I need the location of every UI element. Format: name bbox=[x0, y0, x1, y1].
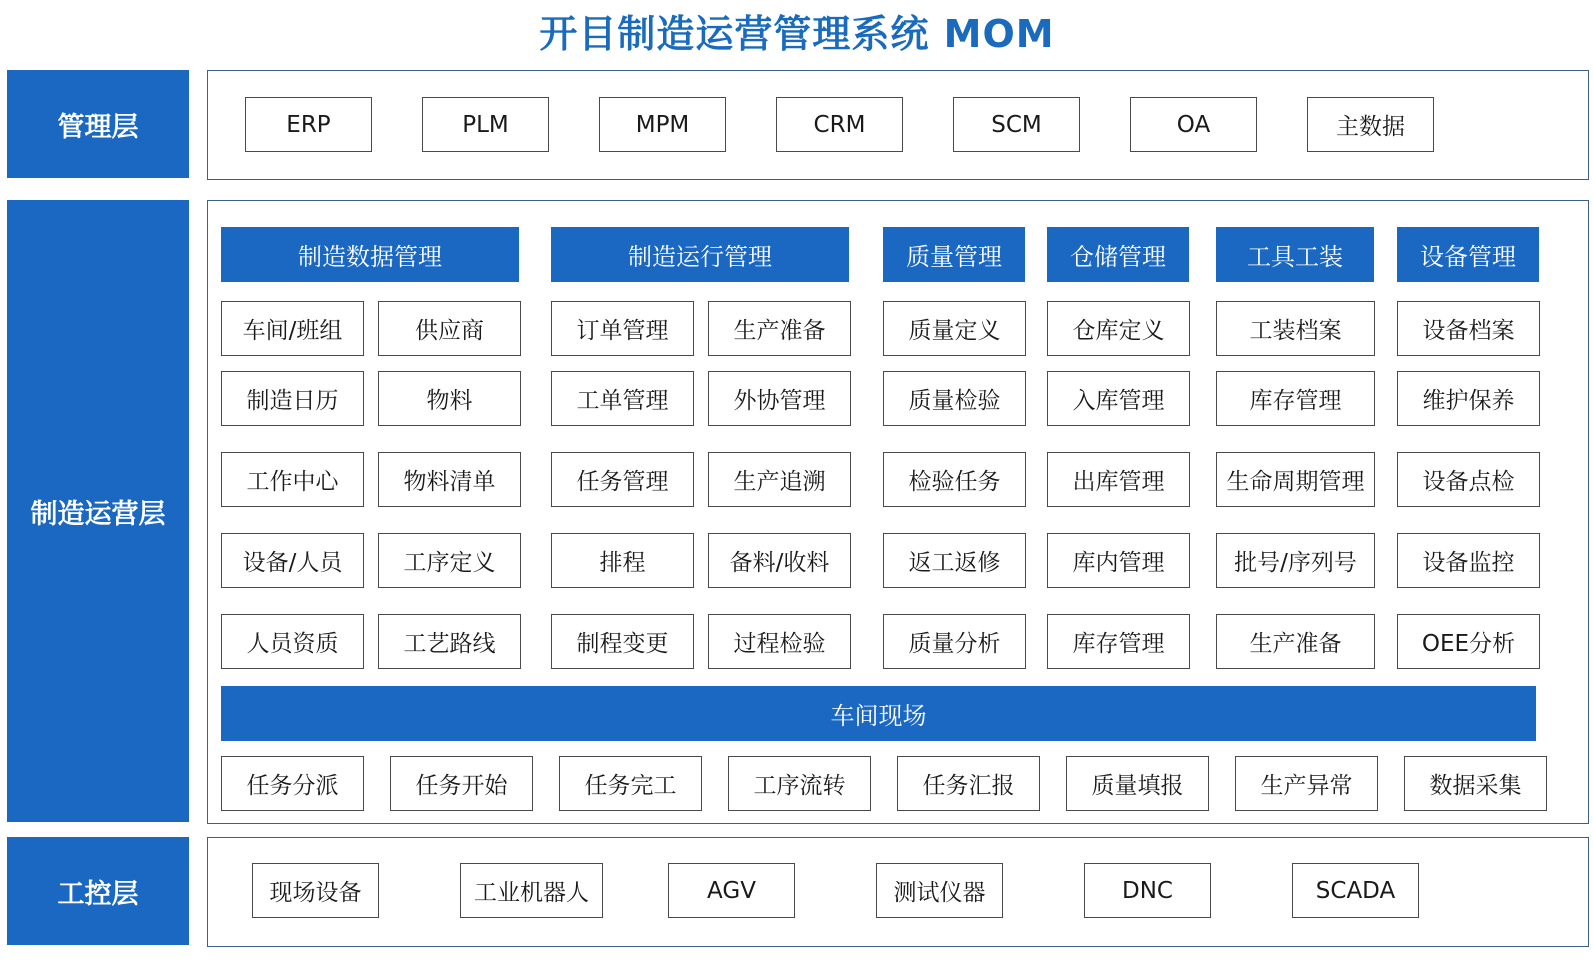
module-item: 生产准备 bbox=[708, 301, 851, 356]
shopfloor-item: 任务开始 bbox=[390, 756, 533, 811]
management-item: SCM bbox=[953, 97, 1080, 152]
module-item: 返工返修 bbox=[883, 533, 1026, 588]
module-item: 出库管理 bbox=[1047, 452, 1190, 507]
group-header: 仓储管理 bbox=[1047, 227, 1189, 282]
group-header: 设备管理 bbox=[1397, 227, 1539, 282]
module-item: 排程 bbox=[551, 533, 694, 588]
module-item: 质量定义 bbox=[883, 301, 1026, 356]
module-item: 车间/班组 bbox=[221, 301, 364, 356]
module-item: 设备监控 bbox=[1397, 533, 1540, 588]
management-item: OA bbox=[1130, 97, 1257, 152]
control-item: SCADA bbox=[1292, 863, 1419, 918]
module-item: 库存管理 bbox=[1047, 614, 1190, 669]
module-item: 物料清单 bbox=[378, 452, 521, 507]
shopfloor-item: 数据采集 bbox=[1404, 756, 1547, 811]
control-item: 工业机器人 bbox=[460, 863, 603, 918]
layer-label-operations: 制造运营层 bbox=[7, 200, 189, 822]
module-item: OEE分析 bbox=[1397, 614, 1540, 669]
control-item: 现场设备 bbox=[252, 863, 379, 918]
group-header: 制造运行管理 bbox=[551, 227, 849, 282]
shopfloor-item: 工序流转 bbox=[728, 756, 871, 811]
module-item: 工单管理 bbox=[551, 371, 694, 426]
module-item: 工装档案 bbox=[1216, 301, 1375, 356]
module-item: 维护保养 bbox=[1397, 371, 1540, 426]
module-item: 工作中心 bbox=[221, 452, 364, 507]
module-item: 物料 bbox=[378, 371, 521, 426]
module-item: 制程变更 bbox=[551, 614, 694, 669]
module-item: 仓库定义 bbox=[1047, 301, 1190, 356]
page-title: 开目制造运营管理系统 MOM bbox=[539, 12, 1055, 56]
module-item: 过程检验 bbox=[708, 614, 851, 669]
module-item: 质量分析 bbox=[883, 614, 1026, 669]
group-header: 工具工装 bbox=[1216, 227, 1374, 282]
control-item: AGV bbox=[668, 863, 795, 918]
module-item: 外协管理 bbox=[708, 371, 851, 426]
management-item: ERP bbox=[245, 97, 372, 152]
module-item: 库存管理 bbox=[1216, 371, 1375, 426]
module-item: 设备/人员 bbox=[221, 533, 364, 588]
module-item: 供应商 bbox=[378, 301, 521, 356]
module-item: 设备点检 bbox=[1397, 452, 1540, 507]
shopfloor-header: 车间现场 bbox=[221, 686, 1536, 741]
management-item: CRM bbox=[776, 97, 903, 152]
layer-label-management: 管理层 bbox=[7, 70, 189, 178]
group-header: 制造数据管理 bbox=[221, 227, 519, 282]
module-item: 工艺路线 bbox=[378, 614, 521, 669]
group-header: 质量管理 bbox=[883, 227, 1025, 282]
module-item: 人员资质 bbox=[221, 614, 364, 669]
module-item: 生命周期管理 bbox=[1216, 452, 1375, 507]
module-item: 任务管理 bbox=[551, 452, 694, 507]
module-item: 批号/序列号 bbox=[1216, 533, 1375, 588]
module-item: 备料/收料 bbox=[708, 533, 851, 588]
control-item: DNC bbox=[1084, 863, 1211, 918]
module-item: 检验任务 bbox=[883, 452, 1026, 507]
module-item: 库内管理 bbox=[1047, 533, 1190, 588]
management-item: PLM bbox=[422, 97, 549, 152]
module-item: 订单管理 bbox=[551, 301, 694, 356]
module-item: 生产追溯 bbox=[708, 452, 851, 507]
shopfloor-item: 任务分派 bbox=[221, 756, 364, 811]
module-item: 工序定义 bbox=[378, 533, 521, 588]
shopfloor-item: 任务完工 bbox=[559, 756, 702, 811]
module-item: 生产准备 bbox=[1216, 614, 1375, 669]
shopfloor-item: 任务汇报 bbox=[897, 756, 1040, 811]
module-item: 制造日历 bbox=[221, 371, 364, 426]
module-item: 入库管理 bbox=[1047, 371, 1190, 426]
layer-label-control: 工控层 bbox=[7, 837, 189, 945]
shopfloor-item: 质量填报 bbox=[1066, 756, 1209, 811]
module-item: 设备档案 bbox=[1397, 301, 1540, 356]
shopfloor-item: 生产异常 bbox=[1235, 756, 1378, 811]
control-item: 测试仪器 bbox=[876, 863, 1003, 918]
management-item: 主数据 bbox=[1307, 97, 1434, 152]
management-item: MPM bbox=[599, 97, 726, 152]
module-item: 质量检验 bbox=[883, 371, 1026, 426]
